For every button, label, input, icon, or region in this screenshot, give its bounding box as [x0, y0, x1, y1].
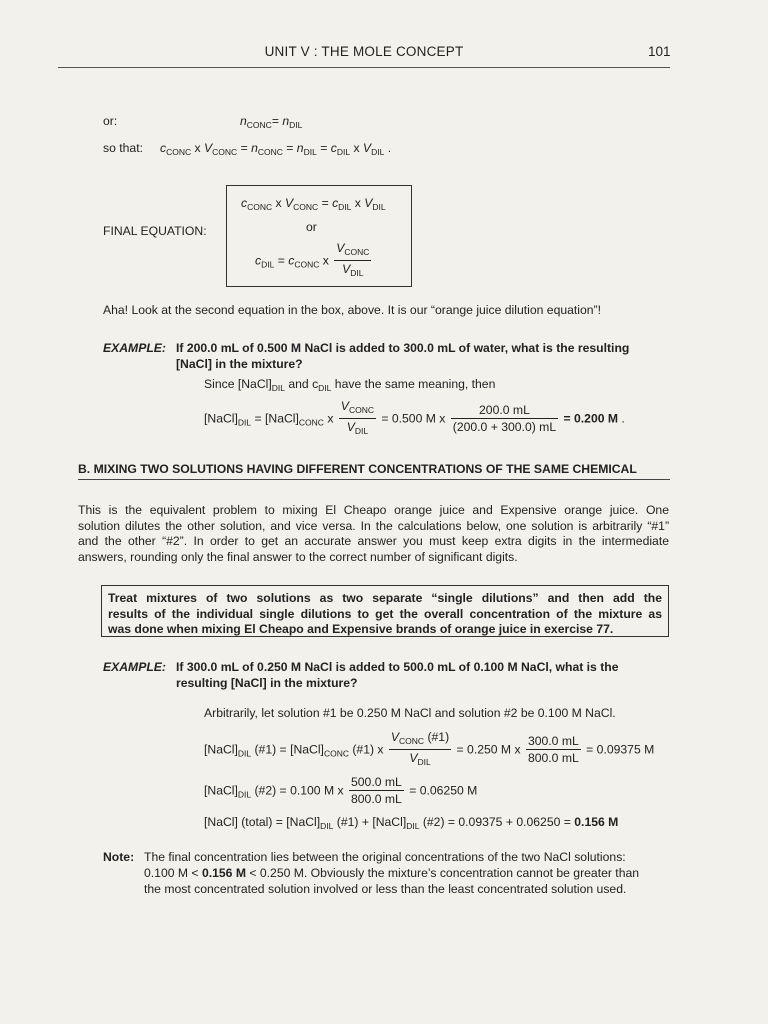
- note-line2: 0.100 M < 0.156 M < 0.250 M. Obviously the mixture’s concentration cannot be greater than: [144, 866, 640, 880]
- final-equation-label: FINAL EQUATION:: [103, 224, 207, 238]
- note-label: Note:: [103, 850, 135, 864]
- example1-label: EXAMPLE:: [103, 341, 166, 355]
- callout-line: results of the individual single dilutions to get the overall concentration of the mixture as: [108, 606, 662, 621]
- callout-line: Treat mixtures of two solutions as two separate “single dilutions” and then add the: [108, 591, 662, 605]
- example1-equation: $[NaCl]_{DIL}$ = $[NaCl]_{CONC}$ x $\frac{V_{CONC}}{V_{DIL}}$ = 0.500 M x $\frac{200.0 mL}{(200.0 + 300.0) mL}$ = 0.200 M .: [204, 399, 625, 436]
- paragraph-line: solution dilutes the other solution, and vice versa. In the calculations below, one solution is arbitrarily “#1”: [78, 518, 669, 533]
- section-b-rule: [78, 479, 670, 480]
- example2-total: [NaCl] (total) = $[NaCl]_{DIL}$ (#1) + $[NaCl]_{DIL}$ (#2) = 0.09375 + 0.06250 = 0.156 M: [204, 815, 619, 831]
- box-or: or: [306, 220, 317, 234]
- example1-numeric-fraction: $\frac{200.0 mL}{(200.0 + 300.0) mL}$: [452, 403, 557, 434]
- section-b-paragraph: [78, 503, 669, 565]
- so-that-label: so that:: [103, 141, 143, 155]
- n-equality: $n_{CONC}= n_{DIL}$: [240, 114, 303, 130]
- aha-text: Aha! Look at the second equation in the box, above. It is our “orange juice dilution equation”!: [103, 303, 601, 317]
- callout-box: [101, 585, 669, 637]
- example2-question-line2: resulting [NaCl] in the mixture?: [176, 676, 358, 690]
- example2-volume-fraction: $\frac{V_{CONC} (\#1)}{V_{DIL}}$: [390, 730, 450, 767]
- callout-line: was done when mixing El Cheapo and Expensive brands of orange juice in exercise 77.: [108, 622, 614, 636]
- example2-label: EXAMPLE:: [103, 660, 166, 674]
- example1-question-line2: [NaCl] in the mixture?: [176, 357, 303, 371]
- box-equation-2: $c_{DIL} = c_{CONC}$ x $\frac{V_{CONC}}{V_{DIL}}$: [255, 241, 370, 278]
- final-equation-box: [226, 185, 412, 287]
- example1-volume-fraction: $\frac{V_{CONC}}{V_{DIL}}$: [340, 399, 374, 436]
- example2-equation-1: $[NaCl]_{DIL}$ (#1) = $[NaCl]_{CONC}$ (#1) x $\frac{V_{CONC} (\#1)}{V_{DIL}}$ = 0.250 M x $\frac{300.0 mL}{800.0 mL}$ = 0.09375 M: [204, 730, 655, 767]
- box-fraction: $\frac{V_{CONC}}{V_{DIL}}$: [336, 241, 370, 278]
- example2-equation-2: $[NaCl]_{DIL}$ (#2) = 0.100 M x $\frac{500.0 mL}{800.0 mL}$ = 0.06250 M: [204, 775, 478, 806]
- paragraph-line: answers, rounding only the final answer to the correct number of significant digits.: [78, 549, 518, 564]
- so-that-equation: $c_{CONC}$ x $V_{CONC} = n_{CONC} = n_{DIL} = c_{DIL}$ x $V_{DIL}$ .: [160, 141, 392, 157]
- box-equation-1: $c_{CONC}$ x $V_{CONC} = c_{DIL}$ x $V_{DIL}$: [241, 196, 386, 212]
- paragraph-line: and the other “#2”. In order to get an accurate answer you must keep extra digits in the intermediate: [78, 534, 669, 549]
- example2-numeric-fraction-2: $\frac{500.0 mL}{800.0 mL}$: [350, 775, 402, 806]
- example2-question-line1: If 300.0 mL of 0.250 M NaCl is added to 500.0 mL of 0.100 M NaCl, what is the: [176, 660, 619, 674]
- example1-question-line1: If 200.0 mL of 0.500 M NaCl is added to 300.0 mL of water, what is the resulting: [176, 341, 630, 355]
- section-b-heading: B. MIXING TWO SOLUTIONS HAVING DIFFERENT CONCENTRATIONS OF THE SAME CHEMICAL: [78, 462, 637, 476]
- page-number: 101: [648, 44, 671, 59]
- example2-numeric-fraction-1: $\frac{300.0 mL}{800.0 mL}$: [527, 734, 579, 765]
- note-line1: The final concentration lies between the original concentrations of the two NaCl solutions:: [144, 850, 626, 864]
- header-title: UNIT V : THE MOLE CONCEPT: [264, 44, 464, 59]
- header-rule: [58, 67, 670, 68]
- example1-since: Since $[NaCl]_{DIL}$ and $c_{DIL}$ have the same meaning, then: [204, 377, 496, 393]
- or-label: or:: [103, 114, 118, 128]
- paragraph-line: This is the equivalent problem to mixing El Cheapo orange juice and Expensive orange juice. One: [78, 503, 669, 517]
- note-line3: the most concentrated solution involved or less than the least concentrated solution used.: [144, 882, 627, 896]
- example2-arbitrarily: Arbitrarily, let solution #1 be 0.250 M NaCl and solution #2 be 0.100 M NaCl.: [204, 706, 616, 720]
